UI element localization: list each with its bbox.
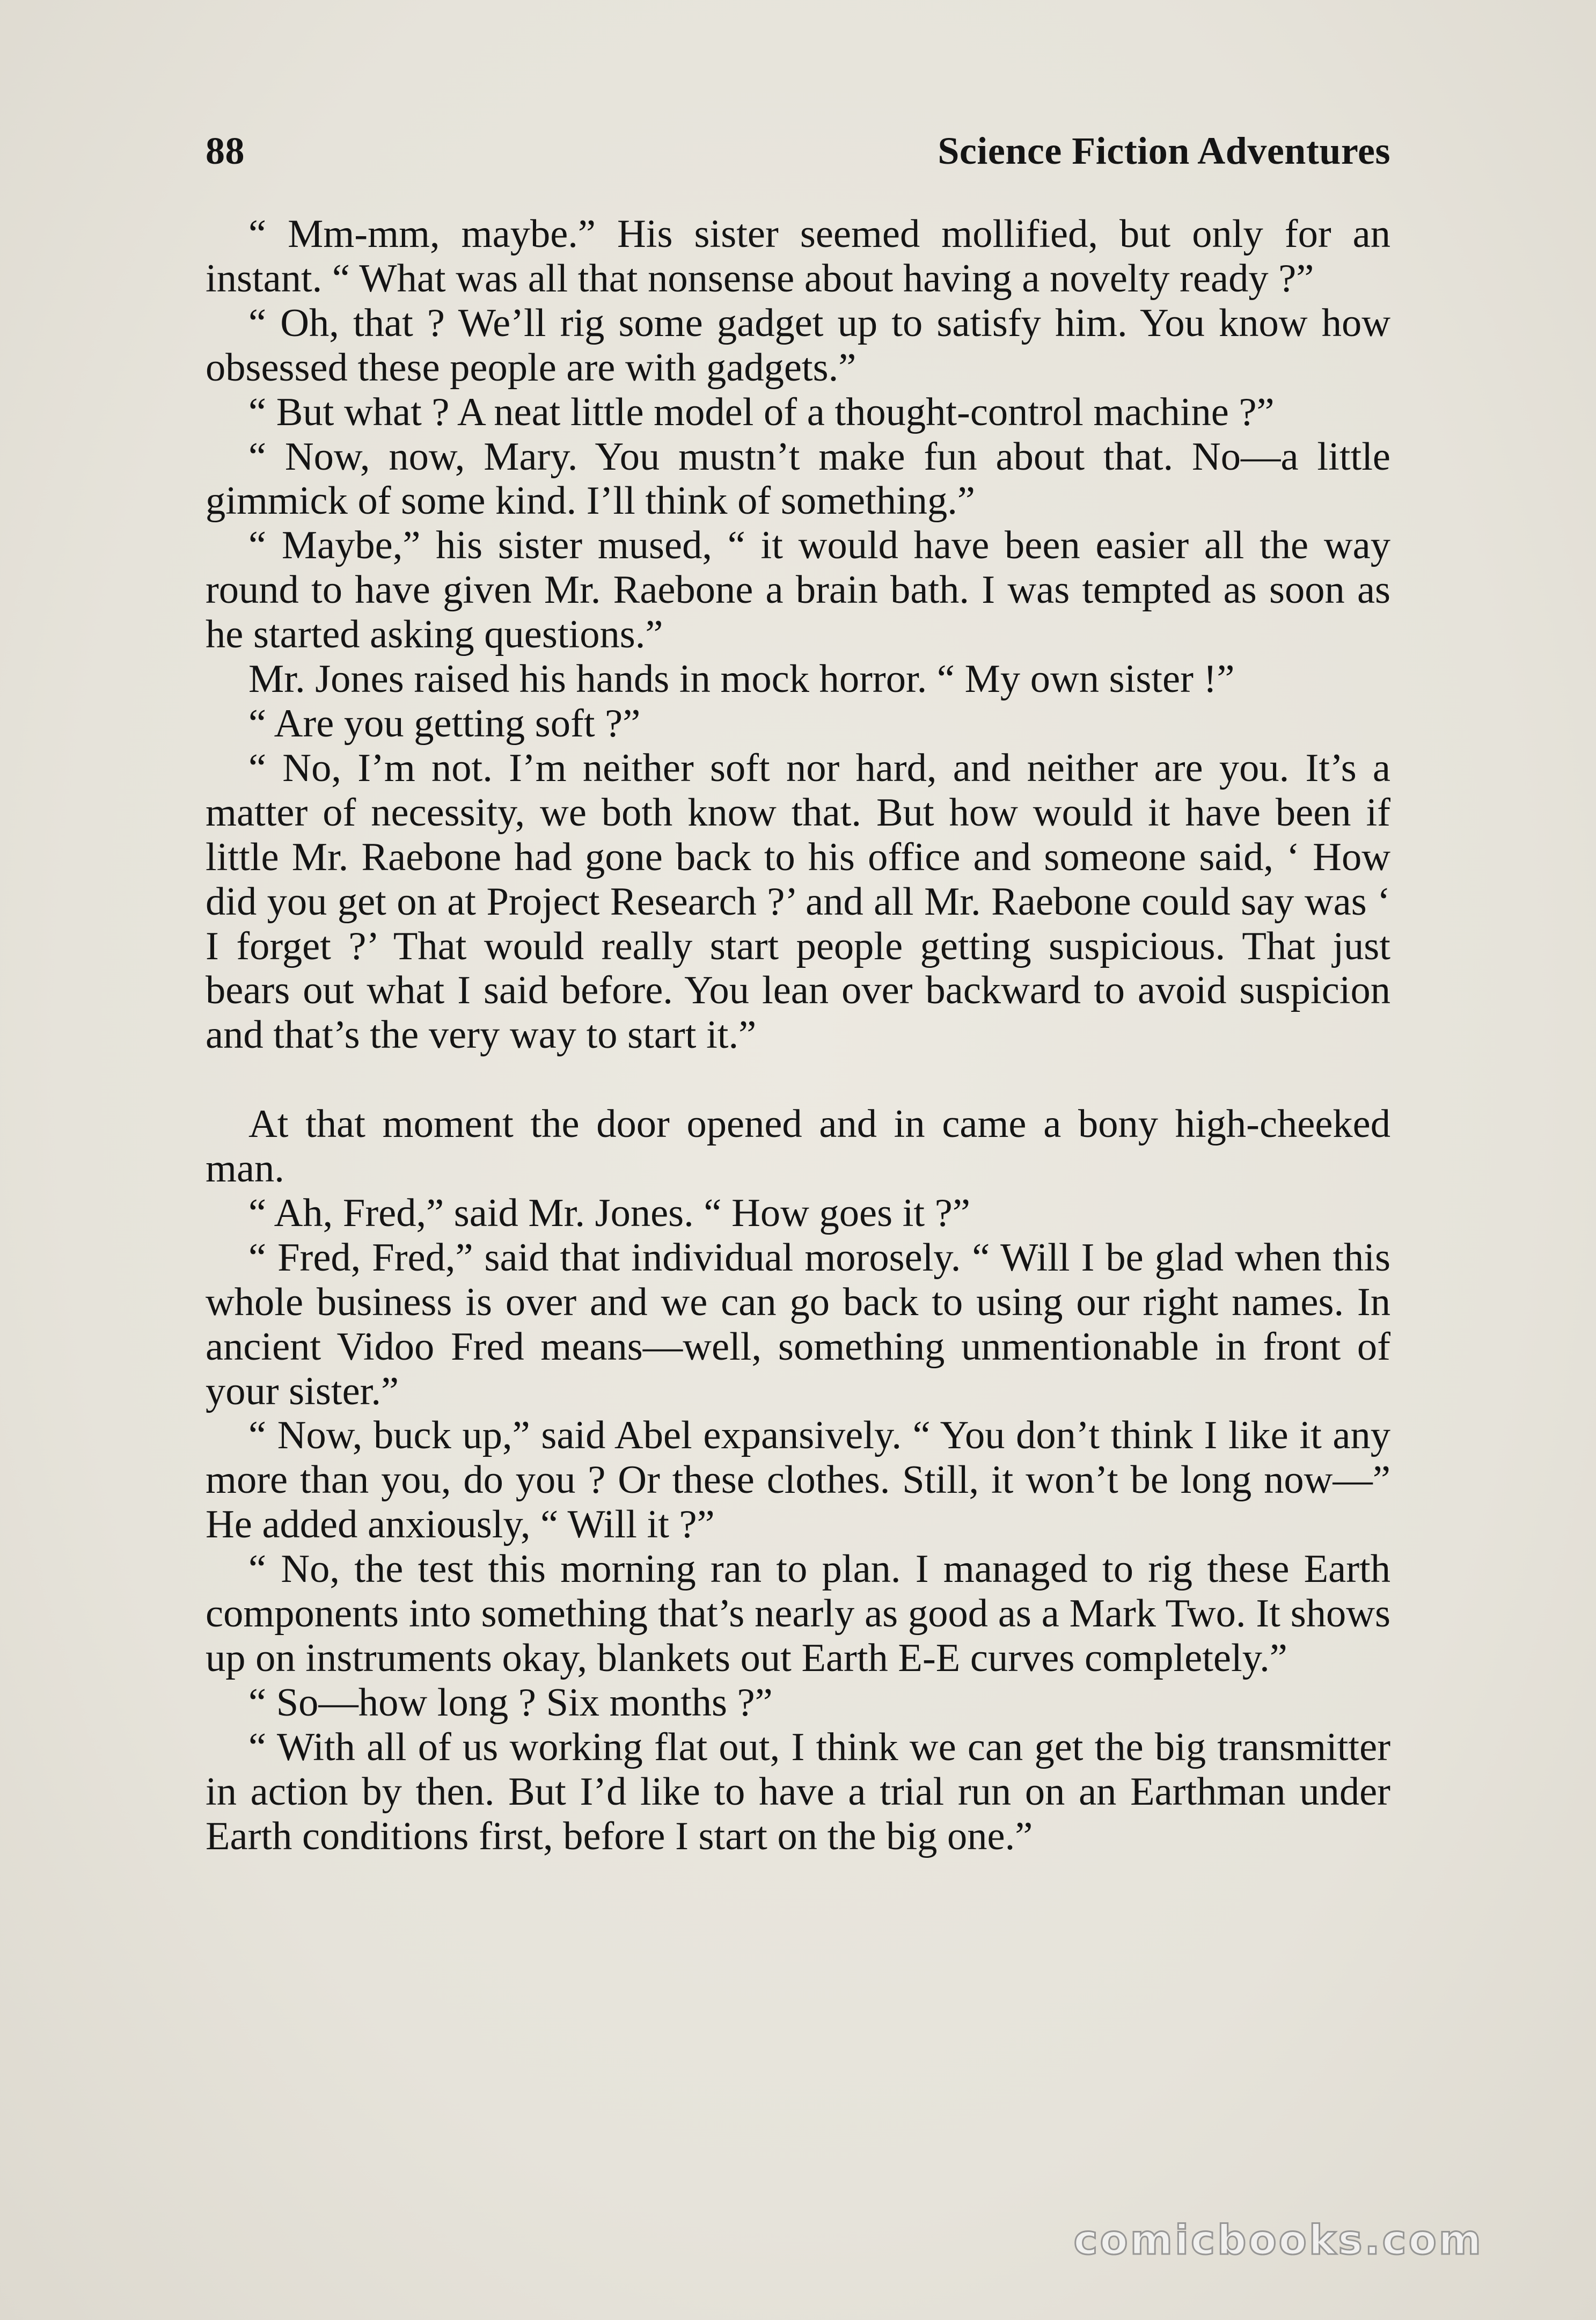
paragraph-1: “ Mm-mm, maybe.” His sister seemed mollified, but only for an instant. “ What was all that nonsense about having a novelty ready ?” [206,212,1390,301]
paragraph-3: “ But what ? A neat little model of a thought-control machine ?” [248,390,1275,434]
site-watermark: comicbooks.com [1073,2216,1483,2264]
paragraph-5: “ Maybe,” his sister mused, “ it would have been easier all the way round to have given Mr. Raebone a brain bath. I was tempted as soon as he started asking questions.” [206,523,1390,657]
paragraph-8: “ No, I’m not. I’m neither soft nor hard, and neither are you. It’s a matter of necessity, we both know that. But how would it have been if little Mr. Raebone had gone back to his office and someone said, ‘ How did you get on at Project Research ?’ and all Mr. Raebone could say was ‘ I forget ?’ That would really start people getting suspicious. That just bears out what I said before. You lean over backward to avoid suspicion and that’s the very way to start it.” [206,746,1390,1057]
paragraph-4: “ Now, now, Mary. You mustn’t make fun about that. No—a little gimmick of some kind. I’ll think of something.” [206,434,1390,523]
paragraph-2: “ Oh, that ? We’ll rig some gadget up to satisfy him. You know how obsessed these people are with gadgets.” [206,301,1390,390]
paragraph-13: “ No, the test this morning ran to plan. I managed to rig these Earth components into something that’s nearly as good as a Mark Two. It shows up on instruments okay, blankets out Earth E-E curves completely.” [206,1547,1390,1680]
paragraph-9: At that moment the door opened and in came a bony high-cheeked man. [206,1102,1390,1191]
paragraph-7: “ Are you getting soft ?” [248,701,641,746]
paragraph-11: “ Fred, Fred,” said that individual morosely. “ Will I be glad when this whole business is over and we can go back to using our right names. In ancient Vidoo Fred means—well, something unmentionable in front of your sister.” [206,1235,1390,1413]
page-number: 88 [206,129,245,172]
body-text [206,212,1390,1859]
paragraph-6: Mr. Jones raised his hands in mock horror. “ My own sister !” [248,657,1235,702]
running-header [206,121,1390,180]
paragraph-14: “ So—how long ? Six months ?” [248,1680,773,1725]
running-title: Science Fiction Adventures [938,129,1390,172]
section-break [206,1057,1390,1102]
paragraph-10: “ Ah, Fred,” said Mr. Jones. “ How goes it ?” [248,1191,970,1235]
paragraph-15: “ With all of us working flat out, I think we can get the big transmitter in action by then. But I’d like to have a trial run on an Earthman under Earth conditions first, before I start on the big one.” [206,1725,1390,1858]
paragraph-12: “ Now, buck up,” said Abel expansively. “ You don’t think I like it any more than you, do you ? Or these clothes. Still, it won’t be long now—” He added anxiously, “ Will it ?” [206,1413,1390,1547]
